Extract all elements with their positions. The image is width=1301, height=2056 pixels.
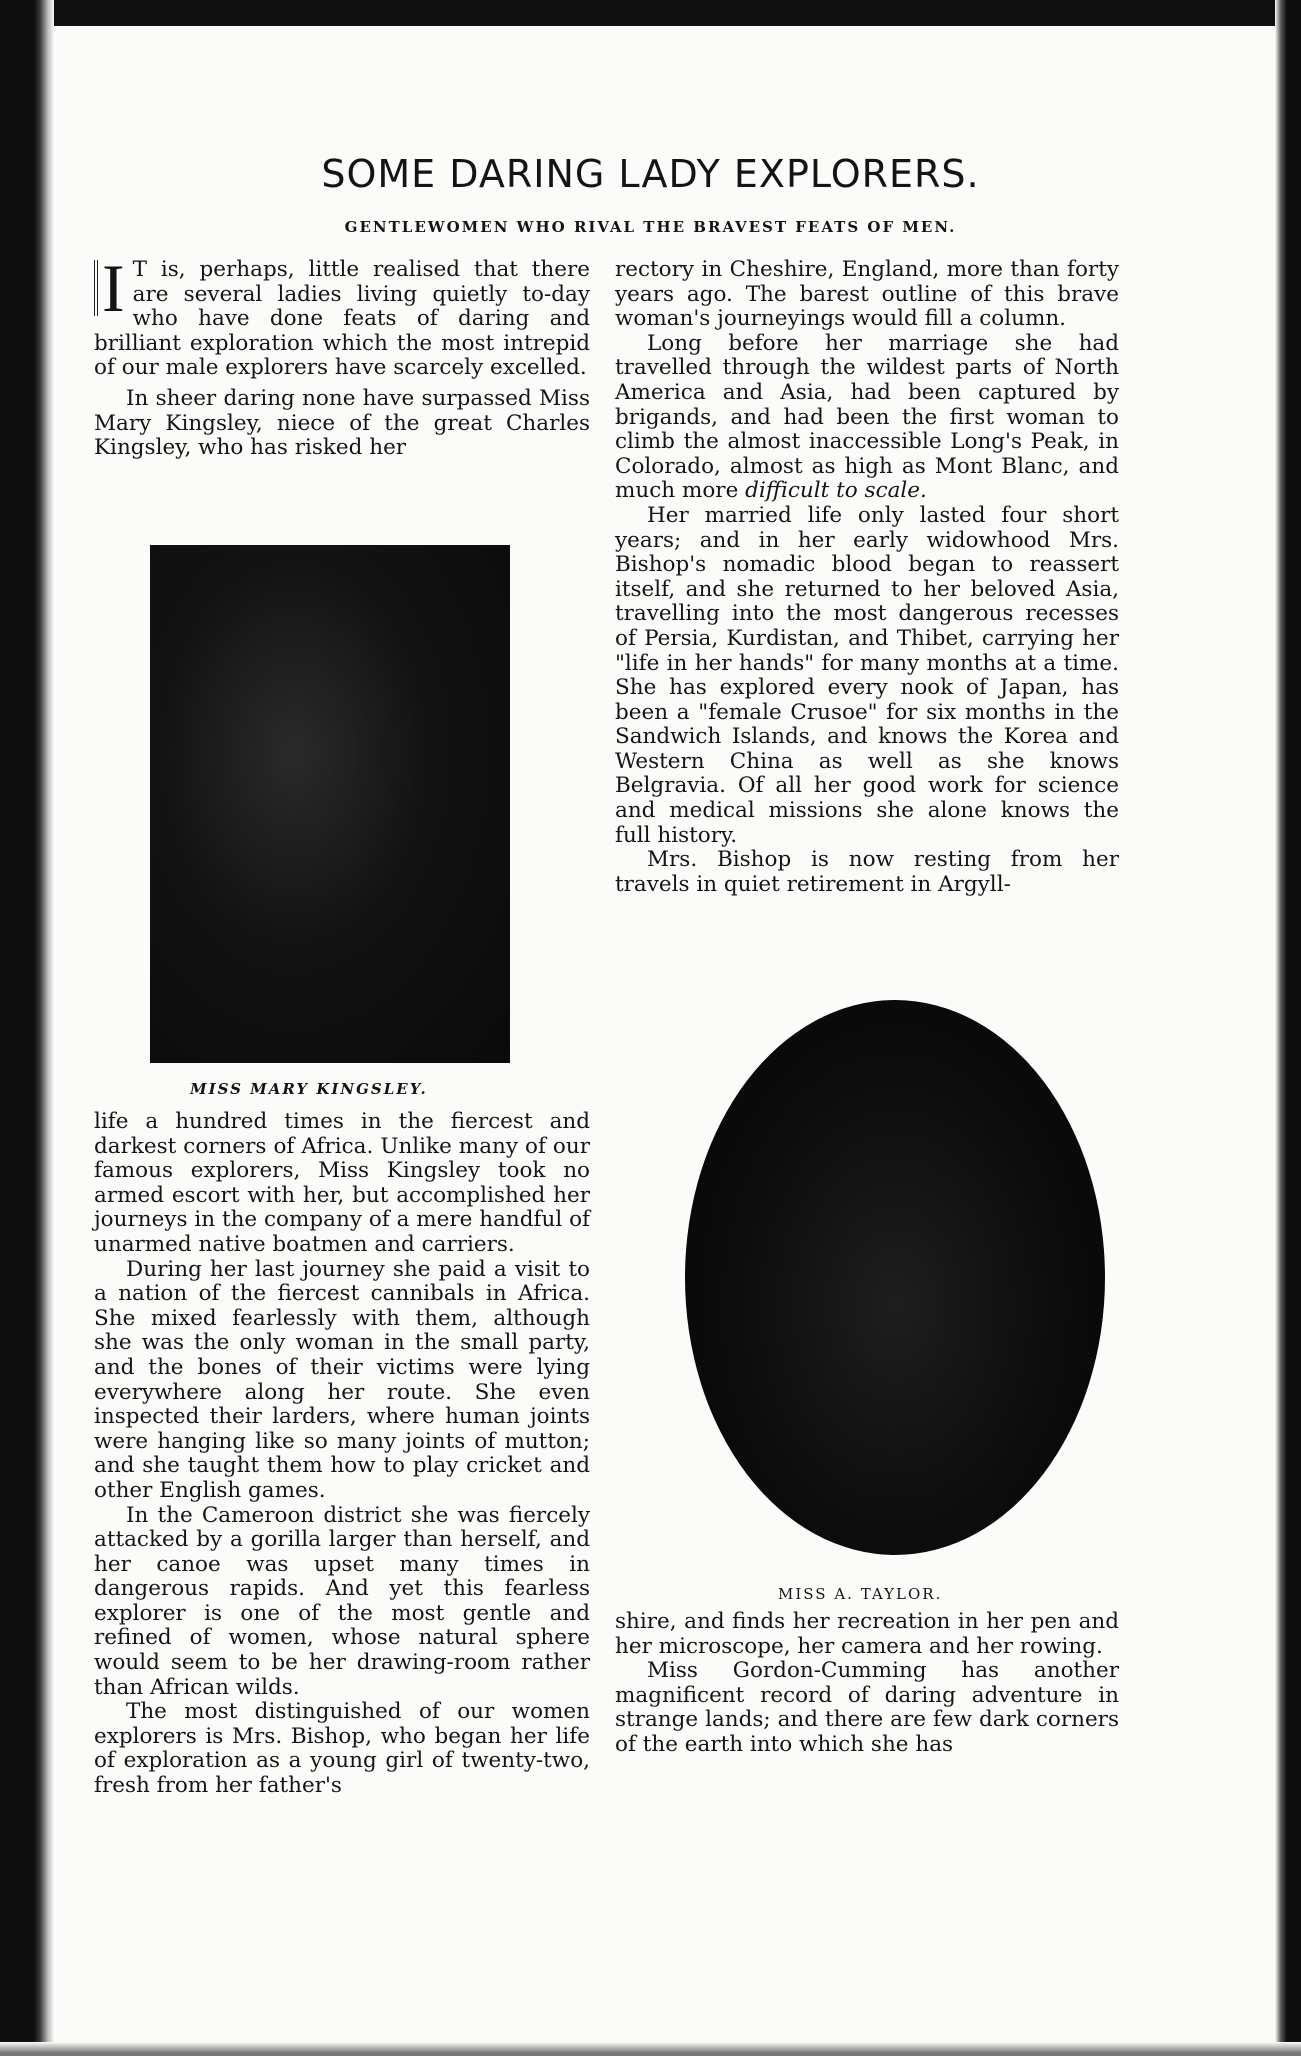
caption-mary-kingsley: MISS MARY KINGSLEY. [190,1080,428,1098]
portrait-mary-kingsley [150,545,510,1063]
article-title: SOME DARING LADY EXPLORERS. [321,152,980,196]
long-peak-italic: difficult to scale. [745,478,927,504]
resting-paragraph: Mrs. Bishop is now resting from her travels in quiet retirement in Argyll- [615,847,1119,897]
scan-edge-right [1275,0,1301,2056]
scan-edge-bottom [0,2042,1301,2056]
scan-edge-left [0,0,54,2056]
scan-edge-top [0,0,1301,26]
argyllshire-paragraph: shire, and finds her recreation in her pen and her microscope, her camera and her rowing. [615,1609,1119,1659]
right-column-bottom [615,1610,1119,1758]
article-subtitle: GENTLEWOMEN WHO RIVAL THE BRAVEST FEATS OF MEN. [344,218,957,236]
left-column-bottom [94,1110,590,1799]
intro-text: T is, perhaps, little realised that there are several ladies living quietly to-day who have done feats of daring and brilliant exploration which the most intrepid of our male explorers have scarcely excelled. [94,257,590,381]
long-peak-paragraph [615,332,1119,504]
drop-cap: I [94,260,125,316]
widowhood-paragraph: Her married life only lasted four short years; and in her early widowhood Mrs. Bishop's nomadic blood began to reassert itself, and she returned to her beloved Asia, travelling into the most dangerous recesses of Persia, Kurdistan, and Thibet, carrying her "life in her hands" for many months at a time. She has explored every nook of Japan, has been a "female Crusoe" for six months in the Sandwich Islands, and knows the Korea and Western China as well as she knows Belgravia. Of all her good work for science and medical missions she alone knows the full history. [615,502,1119,848]
bishop-intro-paragraph: The most distinguished of our women explorers is Mrs. Bishop, who began her life of exploration as a young girl of twenty-two, fresh from her father's [94,1699,590,1799]
right-column-top [615,258,1119,897]
caption-miss-taylor: MISS A. TAYLOR. [778,1585,943,1603]
cameroon-paragraph: In the Cameroon district she was fiercely attacked by a gorilla larger than herself, and her canoe was upset many times in dangerous rapids. And yet this fearless explorer is one of the most gentle and refined of women, whose natural sphere would seem to be her drawing-room rather than African wilds. [94,1502,590,1700]
rectory-paragraph: rectory in Cheshire, England, more than forty years ago. The barest outline of this brave woman's journeyings would fill a column. [615,257,1119,332]
intro-paragraph [94,250,590,381]
kingsley-paragraph: In sheer daring none have surpassed Miss Mary Kingsley, niece of the great Charles Kingsley, who has risked her [94,385,590,461]
cannibals-paragraph: During her last journey she paid a visit to a nation of the fiercest cannibals in Africa. She mixed fearlessly with them, although she was the only woman in the small party, and the bones of their victims were lying everywhere along her route. She even inspected their larders, where human joints were hanging like so many joints of mutton; and she taught them how to play cricket and other English games. [94,1256,590,1503]
left-column-top [94,250,590,461]
long-peak-text: Long before her marriage she had travelled through the wildest parts of North America and Asia, had been captured by brigands, and had been the first woman to climb the almost inaccessible Long's Peak, in Colorado, almost as high as Mont Blanc, and much more [615,330,1119,504]
africa-paragraph: life a hundred times in the fiercest and darkest corners of Africa. Unlike many of our famous explorers, Miss Kingsley took no armed escort with her, but accomplished her journeys in the company of a mere handful of unarmed native boatmen and carriers. [94,1109,590,1257]
gordon-cumming-paragraph: Miss Gordon-Cumming has another magnificent record of daring adventure in strange lands; and there are few dark corners of the earth into which she has [615,1658,1119,1757]
portrait-miss-taylor [685,1000,1105,1555]
